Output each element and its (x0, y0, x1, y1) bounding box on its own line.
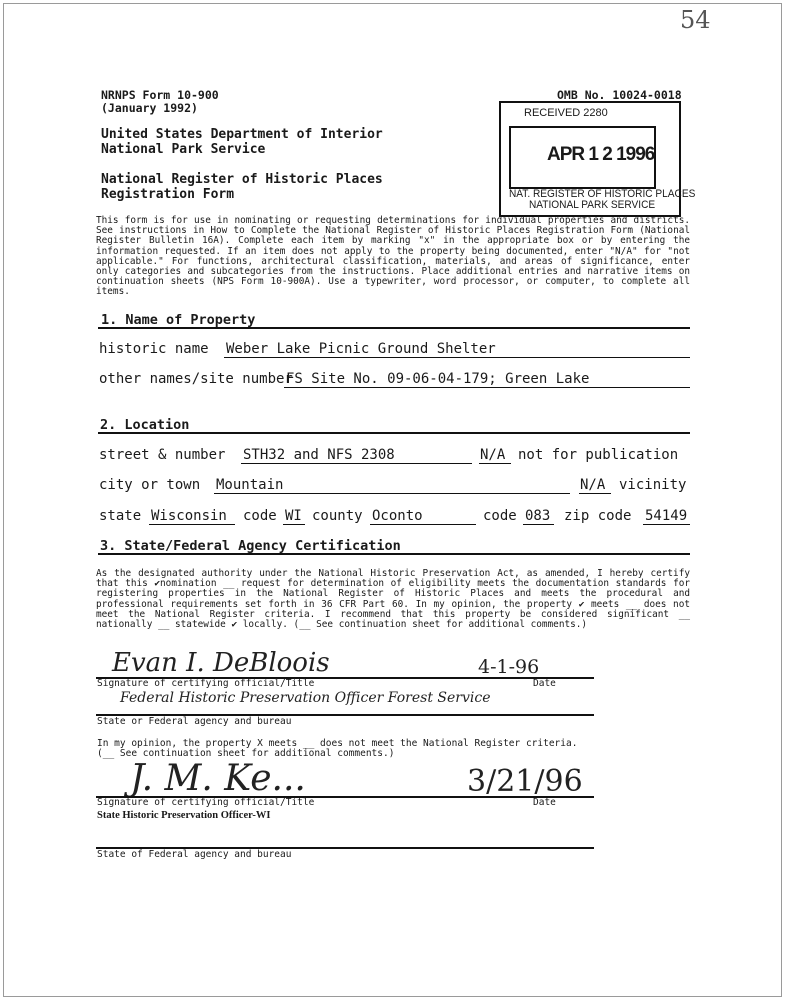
agency-line-1: United States Department of Interior (101, 127, 383, 142)
historic-name-line (224, 357, 690, 358)
street-line (241, 463, 472, 464)
omb-number: OMB No. 10024-0018 (557, 88, 682, 102)
section-2-rule (98, 432, 690, 434)
agency-2-label: State of Federal agency and bureau (97, 849, 292, 860)
street-label: street & number (99, 447, 226, 463)
signature-1-date-label: Date (533, 678, 556, 689)
zip-line (643, 524, 690, 525)
section-1-rule (98, 327, 690, 329)
form-title-line-2: Registration Form (101, 187, 235, 202)
stamp-received: RECEIVED 2280 (524, 107, 608, 119)
signature-1-label: Signature of certifying official/Title (97, 678, 315, 689)
form-number: NRNPS Form 10-900 (101, 88, 219, 102)
agency-1-label: State or Federal agency and bureau (97, 716, 292, 727)
agency-1-value: Federal Historic Preservation Officer Forest Service (120, 690, 491, 706)
signature-2-date: 3/21/96 (467, 764, 583, 799)
city-label: city or town (99, 477, 201, 493)
county-code-value: 083 (525, 508, 551, 524)
signature-2: J. M. Ke... (130, 758, 306, 799)
section-3-heading: 3. State/Federal Agency Certification (100, 538, 401, 554)
city-na-line (579, 493, 611, 494)
historic-name-label: historic name (99, 341, 209, 357)
county-label: county (312, 508, 363, 524)
signature-1: Evan I. DeBloois (112, 648, 330, 678)
other-names-value: FS Site No. 09-06-04-179; Green Lake (286, 371, 590, 387)
section-1-heading: 1. Name of Property (101, 312, 256, 328)
section-3-rule (98, 553, 690, 555)
zip-label: zip code (564, 508, 632, 524)
instructions-paragraph: This form is for use in nominating or requesting determinations for individual properties and districts. See instructions in How to Complete the National Register of Historic Places Registration Form (National Register Bulletin 16A). Complete each item by marking "x" in the appropriate box or by entering the information requested. If an item does not apply to the property being documented, enter "N/A" for "not applicable." For functions, architectural classification, materials, and areas of significance, enter only categories and subcategories from the instructions. Place additional entries and narrative items on continuation sheets (NPS Form 10-900A). Use a typewriter, word processor, or computer, to complete all items. (96, 215, 690, 298)
stamp-date: APR 1 2 1996 (547, 144, 655, 165)
street-na: N/A (480, 447, 506, 463)
state-code-label: code (243, 508, 277, 524)
form-title-line-1: National Register of Historic Places (101, 172, 383, 187)
city-line (214, 493, 570, 494)
opinion-line-1: In my opinion, the property X meets __ does not meet the National Register criteria. (97, 738, 578, 749)
signature-2-date-label: Date (533, 797, 556, 808)
certification-paragraph: As the designated authority under the National Historic Preservation Act, as amended, I hereby certify that this ✔nomination __ request for determination of eligibility meets the documentation standards for registering properties in the National Register of Historic Places and meets the procedural and professional requirements set forth in 36 CFR Part 60. In my opinion, the property ✔ meets __ does not meet the National Register criteria. I recommend that this property be considered significant __ nationally __ statewide ✔ locally. (__ See continuation sheet for additional comments.) (96, 568, 690, 631)
county-code-line (523, 524, 554, 525)
opinion-line-2: (__ See continuation sheet for additional comments.) (97, 748, 395, 759)
street-na-line (479, 463, 511, 464)
form-date: (January 1992) (101, 101, 198, 115)
state-label: state (99, 508, 142, 524)
section-2-heading: 2. Location (100, 417, 190, 433)
signature-1-date: 4-1-96 (478, 656, 540, 678)
other-names-label: other names/site number (99, 371, 293, 387)
state-value: Wisconsin (151, 508, 227, 524)
historic-name-value: Weber Lake Picnic Ground Shelter (226, 341, 496, 357)
official-title: State Historic Preservation Officer-WI (97, 810, 271, 821)
county-line (370, 524, 476, 525)
state-line (149, 524, 235, 525)
state-code-line (283, 524, 305, 525)
signature-2-label: Signature of certifying official/Title (97, 797, 315, 808)
street-value: STH32 and NFS 2308 (243, 447, 395, 463)
county-value: Oconto (372, 508, 423, 524)
state-code-value: WI (285, 508, 302, 524)
page-number: 54 (680, 6, 711, 34)
other-names-line (284, 387, 690, 388)
stamp-line-2: NATIONAL PARK SERVICE (529, 199, 656, 211)
city-value: Mountain (216, 477, 284, 493)
stamp-line-1: NAT. REGISTER OF HISTORIC PLACES (509, 188, 696, 200)
vicinity-label: vicinity (619, 477, 687, 493)
agency-line-2: National Park Service (101, 142, 266, 157)
zip-value: 54149 (645, 508, 688, 524)
county-code-label: code (483, 508, 517, 524)
not-for-publication: not for publication (518, 447, 679, 463)
city-na: N/A (580, 477, 606, 493)
